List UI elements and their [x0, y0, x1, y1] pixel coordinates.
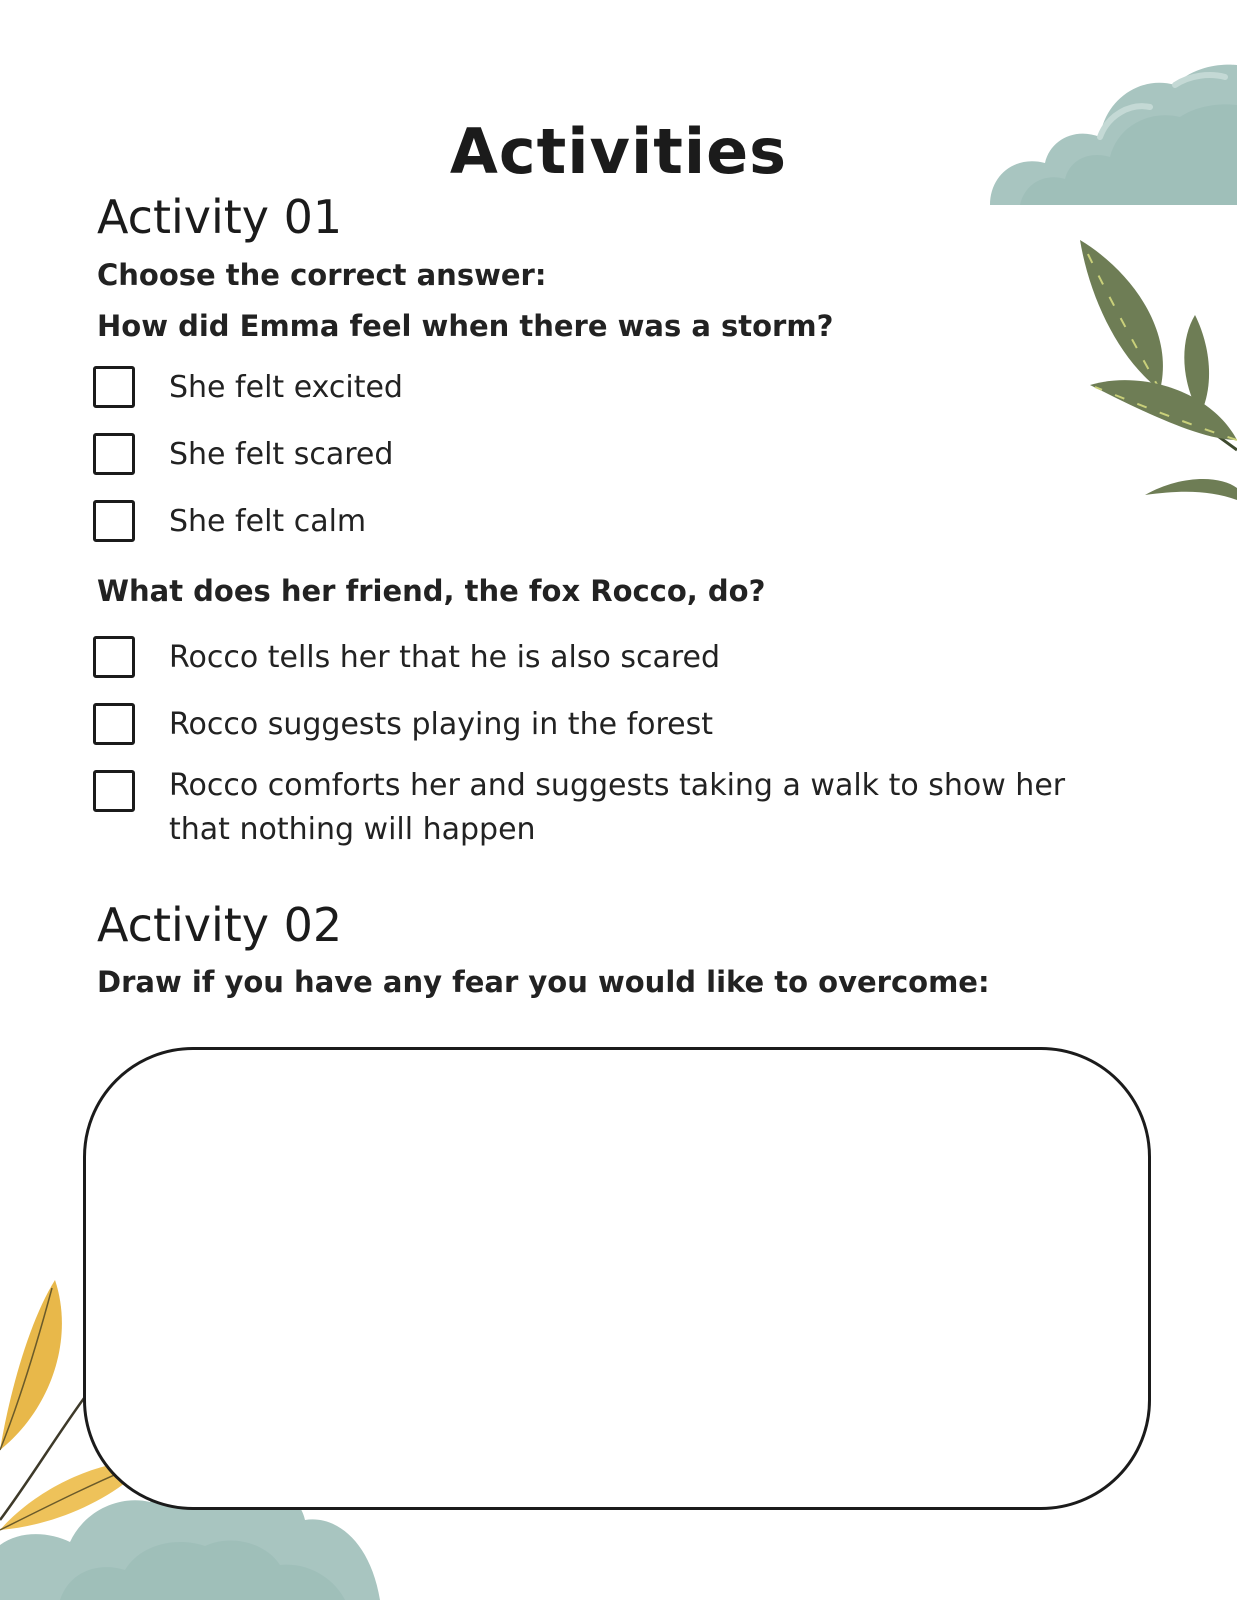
answer-checkbox[interactable] [93, 366, 135, 408]
answer-option-label: She felt calm [169, 504, 367, 539]
answer-option[interactable] [93, 366, 1089, 410]
answer-option[interactable] [93, 500, 1089, 544]
activity-1-instruction: Choose the correct answer: [97, 258, 547, 292]
question-1-text: How did Emma feel when there was a storm? [97, 309, 834, 343]
answer-checkbox[interactable] [93, 500, 135, 542]
answer-checkbox[interactable] [93, 703, 135, 745]
leaf-icon [1080, 240, 1237, 530]
answer-checkbox[interactable] [93, 433, 135, 475]
answer-checkbox[interactable] [93, 636, 135, 678]
activity-2-instruction: Draw if you have any fear you would like to overcome: [97, 965, 990, 999]
activity-2-title: Activity 02 [97, 898, 343, 952]
question-2-text: What does her friend, the fox Rocco, do? [97, 574, 766, 608]
answer-option[interactable] [93, 636, 1089, 680]
answer-option-label: Rocco suggests playing in the forest [169, 707, 714, 742]
answer-option[interactable] [93, 770, 1089, 852]
answer-option-label: Rocco comforts her and suggests taking a walk to show her that nothing will happen [169, 768, 1066, 847]
answer-option-label: She felt scared [169, 437, 394, 472]
answer-option[interactable] [93, 703, 1089, 747]
drawing-area[interactable] [83, 1047, 1151, 1510]
answer-option-label: She felt excited [169, 370, 403, 405]
answer-option-label: Rocco tells her that he is also scared [169, 640, 721, 675]
page-title: Activities [449, 115, 788, 188]
activity-1-title: Activity 01 [97, 190, 343, 244]
answer-checkbox[interactable] [93, 770, 135, 812]
answer-option[interactable] [93, 433, 1089, 477]
